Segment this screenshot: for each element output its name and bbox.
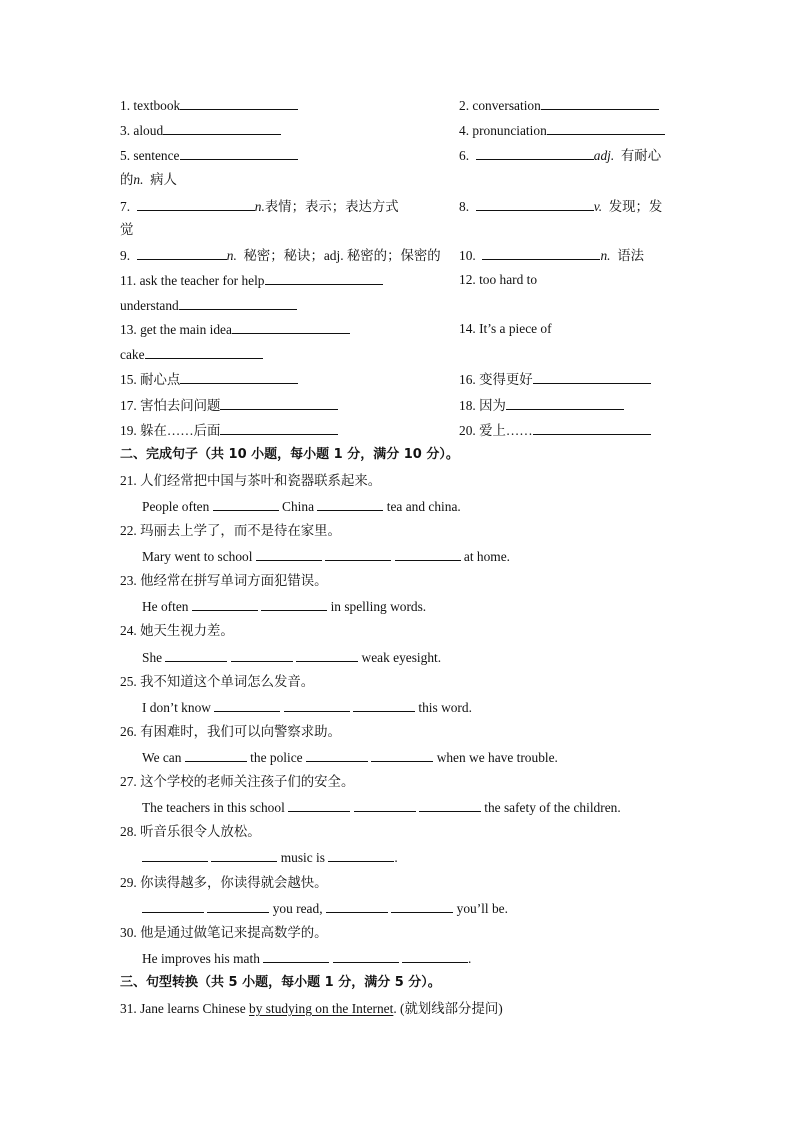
answer-blank[interactable] (179, 296, 297, 310)
vocab-item-12-cont: understand (120, 296, 297, 315)
answer-blank[interactable] (220, 396, 338, 410)
answer-blank[interactable] (325, 547, 391, 561)
answer-line-23: He often in spelling words. (142, 599, 427, 614)
answer-line-22: Mary went to school at home. (142, 549, 510, 564)
answer-blank[interactable] (232, 320, 350, 334)
vocab-item-1: 1. textbook (120, 96, 298, 115)
question-23: 23. 他经常在拼写单词方面犯错误。 (120, 573, 328, 588)
answer-blank[interactable] (256, 547, 322, 561)
answer-blank[interactable] (541, 96, 659, 110)
answer-blank[interactable] (265, 271, 383, 285)
answer-blank[interactable] (533, 421, 651, 435)
answer-blank[interactable] (180, 96, 298, 110)
vocab-item-17: 17. 害怕去问问题 (120, 396, 338, 415)
question-21: 21. 人们经常把中国与茶叶和瓷器联系起来。 (120, 473, 382, 488)
answer-blank[interactable] (185, 748, 247, 762)
vocab-item-14: 14. It’s a piece of (459, 321, 552, 336)
question-27: 27. 这个学校的老师关注孩子们的安全。 (120, 774, 355, 789)
answer-blank[interactable] (145, 345, 263, 359)
answer-blank[interactable] (213, 497, 279, 511)
answer-blank[interactable] (353, 698, 415, 712)
answer-blank[interactable] (333, 949, 399, 963)
question-30: 30. 他是通过做笔记来提高数学的。 (120, 925, 328, 940)
answer-blank[interactable] (476, 146, 594, 160)
answer-blank[interactable] (354, 798, 416, 812)
answer-blank[interactable] (371, 748, 433, 762)
vocab-item-15: 15. 耐心点 (120, 370, 298, 389)
answer-blank[interactable] (296, 648, 358, 662)
vocab-item-6-cont: 的n. 病人 (120, 172, 177, 187)
vocab-item-13: 13. get the main idea (120, 320, 350, 339)
answer-line-25: I don’t know this word. (142, 700, 472, 715)
answer-blank[interactable] (288, 798, 350, 812)
answer-blank[interactable] (284, 698, 350, 712)
question-24: 24. 她天生视力差。 (120, 623, 234, 638)
vocab-item-5: 5. sentence (120, 146, 298, 165)
vocab-item-8: 8. v. 发现；发 (459, 199, 663, 214)
answer-blank[interactable] (214, 698, 280, 712)
question-28: 28. 听音乐很令人放松。 (120, 824, 261, 839)
answer-blank[interactable] (533, 370, 651, 384)
section-3-heading: 三、句型转换（共 5 小题，每小题 1 分，满分 5 分）。 (120, 975, 441, 990)
answer-line-29: you read, you’ll be. (142, 899, 508, 918)
answer-blank[interactable] (328, 848, 394, 862)
question-22: 22. 玛丽去上学了，而不是待在家里。 (120, 523, 341, 538)
answer-blank[interactable] (547, 121, 665, 135)
answer-blank[interactable] (482, 246, 600, 260)
answer-blank[interactable] (261, 597, 327, 611)
answer-blank[interactable] (317, 497, 383, 511)
answer-blank[interactable] (211, 848, 277, 862)
vocab-item-6: 6. adj. 有耐心 (459, 148, 662, 163)
vocab-item-2: 2. conversation (459, 96, 659, 115)
vocab-item-14-cont: cake (120, 345, 263, 364)
answer-blank[interactable] (137, 197, 255, 211)
vocab-item-10: 10. n. 语法 (459, 248, 644, 263)
question-29: 29. 你读得越多，你读得就会越快。 (120, 875, 328, 890)
section-2-heading: 二、完成句子（共 10 小题，每小题 1 分，满分 10 分）。 (120, 447, 459, 462)
answer-blank[interactable] (391, 899, 453, 913)
answer-blank[interactable] (165, 648, 227, 662)
answer-blank[interactable] (476, 197, 594, 211)
answer-blank[interactable] (402, 949, 468, 963)
answer-blank[interactable] (142, 848, 208, 862)
answer-blank[interactable] (506, 396, 624, 410)
answer-line-28: music is . (142, 848, 398, 867)
answer-blank[interactable] (306, 748, 368, 762)
vocab-item-11: 11. ask the teacher for help (120, 271, 383, 290)
answer-blank[interactable] (231, 648, 293, 662)
vocab-item-20: 20. 爱上…… (459, 421, 651, 440)
answer-blank[interactable] (142, 899, 204, 913)
answer-blank[interactable] (419, 798, 481, 812)
answer-blank[interactable] (326, 899, 388, 913)
answer-line-24: She weak eyesight. (142, 650, 442, 665)
answer-line-30: He improves his math . (142, 951, 472, 966)
answer-blank[interactable] (180, 370, 298, 384)
vocab-item-8-cont: 觉 (120, 222, 134, 237)
question-25: 25. 我不知道这个单词怎么发音。 (120, 674, 315, 689)
answer-blank[interactable] (180, 146, 298, 160)
answer-line-21: People often China tea and china. (142, 499, 461, 514)
vocab-item-16: 16. 变得更好 (459, 370, 651, 389)
answer-blank[interactable] (192, 597, 258, 611)
answer-blank[interactable] (207, 899, 269, 913)
vocab-item-9: 9. n. 秘密；秘诀；adj. 秘密的；保密的 (120, 248, 441, 263)
vocab-item-3: 3. aloud (120, 121, 281, 140)
vocab-item-19: 19. 躲在……后面 (120, 421, 338, 440)
answer-blank[interactable] (395, 547, 461, 561)
vocab-item-12: 12. too hard to (459, 272, 538, 287)
vocab-item-18: 18. 因为 (459, 396, 624, 415)
answer-blank[interactable] (220, 421, 338, 435)
answer-blank[interactable] (263, 949, 329, 963)
answer-line-26: We can the police when we have trouble. (142, 750, 558, 765)
question-31: 31. Jane learns Chinese by studying on the Internet. (就划线部分提问) (120, 1001, 503, 1016)
answer-blank[interactable] (137, 246, 227, 260)
underlined-phrase: by studying on the Internet (249, 1001, 394, 1016)
vocab-item-7: 7. n.表情；表示；表达方式 (120, 199, 399, 214)
answer-line-27: The teachers in this school the safety of the children. (142, 800, 621, 815)
vocab-item-4: 4. pronunciation (459, 121, 665, 140)
answer-blank[interactable] (163, 121, 281, 135)
question-26: 26. 有困难时，我们可以向警察求助。 (120, 724, 341, 739)
